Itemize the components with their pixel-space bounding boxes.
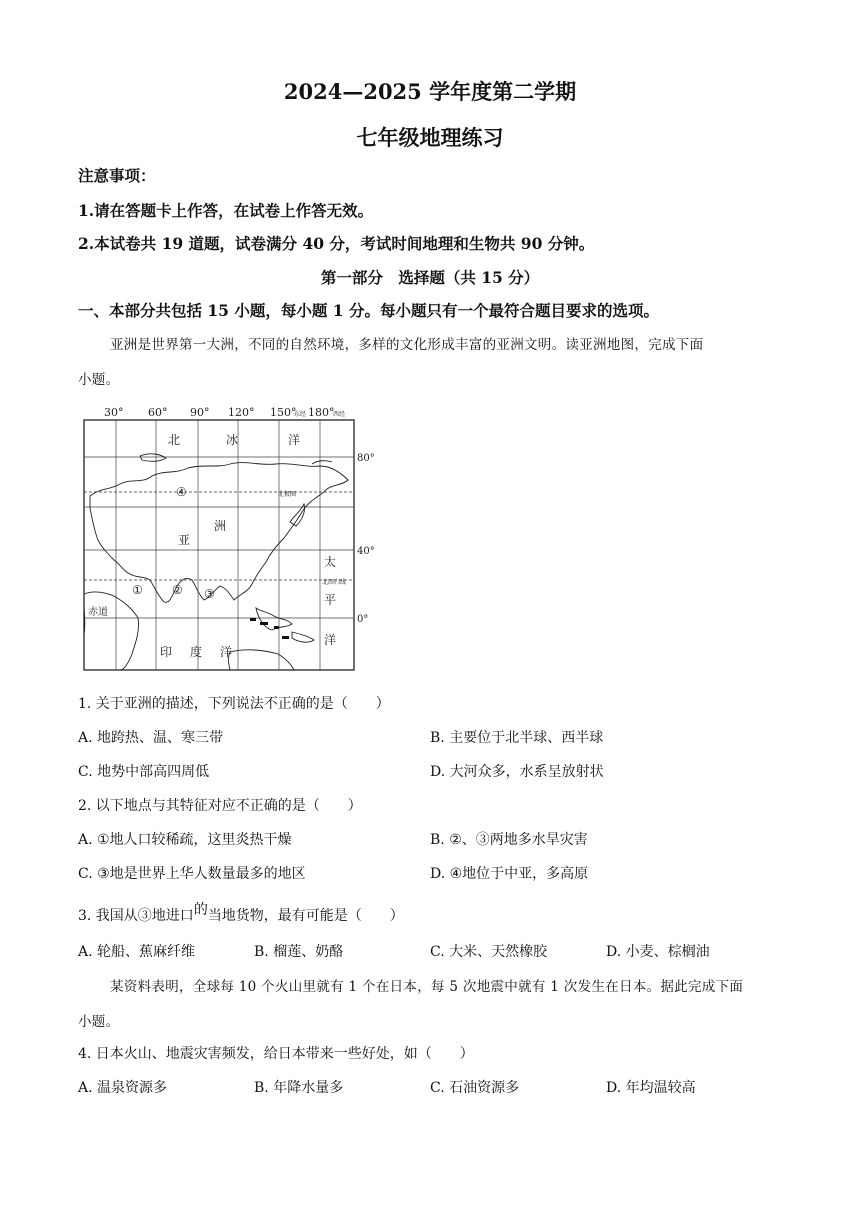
label-equator: 赤道 (88, 607, 108, 618)
lon-label-150: 150° (270, 406, 297, 419)
lat-label-40: 40° (357, 546, 375, 557)
lat-label-80: 80° (357, 453, 375, 464)
section-title: 第一部分 选择题（共 15 分） (320, 268, 540, 287)
q4-option-c[interactable]: C. 石油资源多 (430, 1080, 520, 1096)
page-title: 2024—2025 学年度第二学期 (283, 79, 577, 104)
notice-item-2: 2.本试卷共 19 道题，试卷满分 40 分，考试时间地理和生物共 90 分钟。 (78, 234, 595, 253)
q2-option-c[interactable]: C. ③地是世界上华人数量最多的地区 (78, 866, 306, 882)
label-bei: 北 (168, 433, 181, 447)
label-du: 度 (190, 645, 203, 659)
map-frame (84, 420, 354, 670)
asia-map (80, 404, 375, 676)
q1-option-a[interactable]: A. 地跨热、温、寒三带 (78, 730, 224, 746)
marker-4: ④ (176, 485, 187, 499)
lat-label-0: 0° (357, 614, 369, 625)
question-1-stem: 1. 关于亚洲的描述，下列说法不正确的是（ ） (78, 696, 390, 712)
label-tropic-cancer: 北回归线 (322, 579, 347, 586)
label-yin: 印 (160, 645, 173, 659)
label-tai: 太 (324, 555, 337, 569)
notice-item-1: 1.请在答题卡上作答，在试卷上作答无效。 (78, 201, 374, 220)
q3-option-c[interactable]: C. 大米、天然橡胶 (430, 944, 548, 960)
lon-label-east: 东经 (294, 411, 307, 418)
marker-2: ② (172, 583, 183, 597)
label-arctic-circle: 北极圈 (278, 491, 297, 498)
lon-label-60: 60° (148, 406, 168, 419)
label-ya: 亚 (178, 533, 191, 547)
q3-option-a[interactable]: A. 轮船、蕉麻纤维 (78, 944, 196, 960)
question-3-stem (78, 902, 404, 925)
q1-option-c[interactable]: C. 地势中部高四周低 (78, 764, 210, 780)
lon-label-120: 120° (228, 406, 255, 419)
label-ping: 平 (324, 593, 337, 607)
q2-option-a[interactable]: A. ①地人口较稀疏，这里炎热干燥 (78, 832, 292, 848)
q3-stem-part-b: 的 (193, 902, 208, 918)
q2-option-b[interactable]: B. ②、③两地多水旱灾害 (430, 832, 588, 848)
section-instruction: 一、本部分共包括 15 小题，每小题 1 分。每小题只有一个最符合题目要求的选项。 (78, 301, 659, 320)
marker-3: ③ (204, 587, 215, 601)
lon-label-west: 西经 (333, 411, 346, 418)
q1-option-b[interactable]: B. 主要位于北半球、西半球 (430, 730, 604, 746)
q3-stem-part-a: 3. 我国从③地进口 (78, 908, 194, 924)
q4-option-d[interactable]: D. 年均温较高 (606, 1080, 696, 1096)
page-subtitle: 七年级地理练习 (356, 125, 504, 150)
q3-option-d[interactable]: D. 小麦、棕榈油 (606, 944, 710, 960)
passage-1-line-1: 亚洲是世界第一大洲，不同的自然环境，多样的文化形成丰富的亚洲文明。读亚洲地图，完成下面 (110, 337, 704, 353)
q2-option-d[interactable]: D. ④地位于中亚，多高原 (430, 866, 589, 882)
label-yang-pacific: 洋 (324, 633, 337, 647)
label-yang-indian: 洋 (220, 645, 233, 659)
lon-label-30: 30° (104, 406, 124, 419)
question-2-stem: 2. 以下地点与其特征对应不正确的是（ ） (78, 798, 362, 814)
label-bing: 冰 (226, 433, 239, 447)
q1-option-d[interactable]: D. 大河众多，水系呈放射状 (430, 764, 604, 780)
passage-2-line-1: 某资料表明，全球每 10 个火山里就有 1 个在日本，每 5 次地震中就有 1 次发生在日本。据此完成下面 (110, 979, 744, 995)
marker-1: ① (132, 583, 143, 597)
q4-option-a[interactable]: A. 温泉资源多 (78, 1080, 168, 1096)
lon-label-90: 90° (190, 406, 210, 419)
q3-option-b[interactable]: B. 榴莲、奶酪 (254, 944, 344, 960)
q3-stem-part-c: 当地货物，最有可能是（ ） (207, 908, 404, 924)
passage-1-line-2: 小题。 (78, 372, 120, 388)
passage-2-line-2: 小题。 (78, 1014, 120, 1030)
notice-heading: 注意事项： (78, 166, 156, 185)
lon-label-180: 180° (308, 406, 335, 419)
q4-option-b[interactable]: B. 年降水量多 (254, 1080, 344, 1096)
label-zhou: 洲 (214, 519, 227, 533)
label-yang-arctic: 洋 (288, 433, 301, 447)
question-4-stem: 4. 日本火山、地震灾害频发，给日本带来一些好处，如（ ） (78, 1046, 474, 1062)
